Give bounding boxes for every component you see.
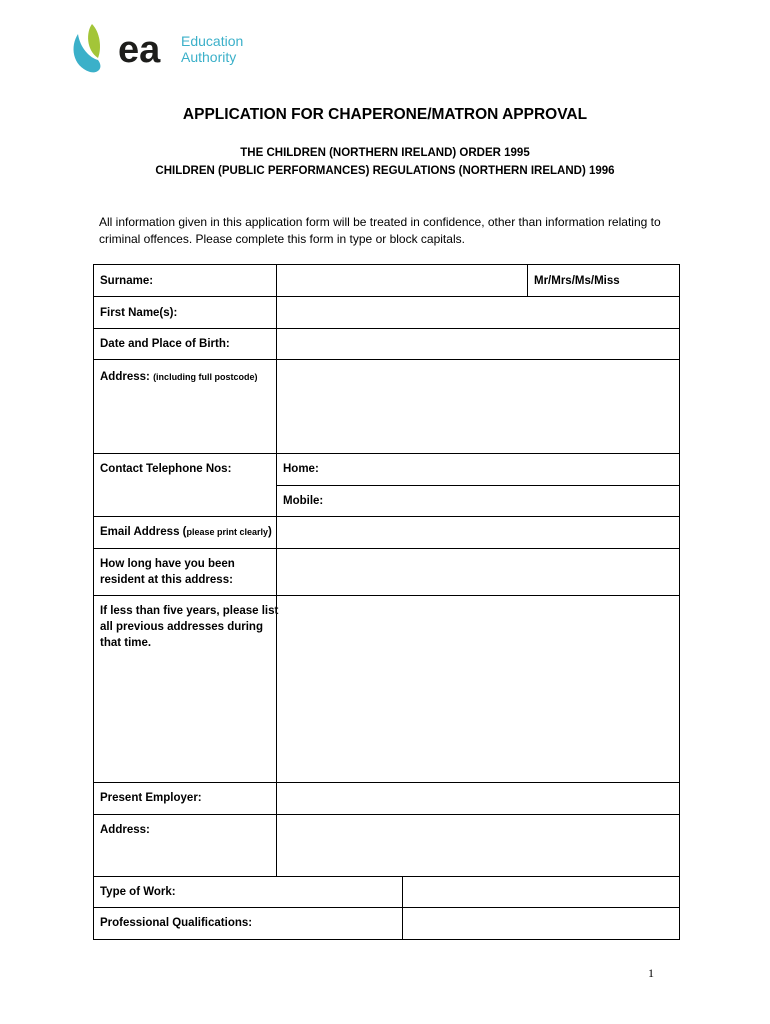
prev-addresses-label <box>100 603 278 651</box>
home-phone-cell[interactable] <box>276 453 680 486</box>
subtitle-regulations: CHILDREN (PUBLIC PERFORMANCES) REGULATIONS (NORTHERN IRELAND) 1996 <box>155 165 615 177</box>
resident-label <box>100 556 235 588</box>
logo-leaf-green <box>88 24 100 58</box>
employer-input-cell[interactable] <box>276 782 680 815</box>
work-type-label: Type of Work: <box>100 886 176 898</box>
prev-line1: If less than five years, please list <box>100 605 279 617</box>
mobile-phone-cell[interactable] <box>276 485 680 517</box>
dob-input-cell[interactable] <box>276 328 680 360</box>
first-names-input-cell[interactable] <box>276 296 680 329</box>
work-type-input-cell[interactable] <box>402 876 680 908</box>
email-note: please print clearly <box>186 527 269 537</box>
email-input-cell[interactable] <box>276 516 680 549</box>
prev-addresses-input-cell[interactable] <box>276 595 680 783</box>
logo-text-line2: Authority <box>181 49 237 65</box>
phone-label: Contact Telephone Nos: <box>100 463 232 475</box>
page-number: 1 <box>648 966 654 980</box>
logo-text <box>181 33 243 65</box>
home-label: Home: <box>283 463 319 475</box>
surname-label: Surname: <box>100 275 154 287</box>
svg-text:ea: ea <box>118 29 161 71</box>
email-label <box>100 524 272 540</box>
qualifications-label: Professional Qualifications: <box>100 917 253 929</box>
address-label-text: Address: <box>100 371 150 383</box>
qualifications-input-cell[interactable] <box>402 907 680 940</box>
intro-paragraph: All information given in this application form will be treated in confidence, other than information relating to criminal offences. Please complete this form in type or block capitals. <box>99 215 661 246</box>
prev-line3: that time. <box>100 637 152 649</box>
logo-text-line1: Education <box>181 33 244 49</box>
mobile-label: Mobile: <box>283 495 324 507</box>
employer-label: Present Employer: <box>100 792 202 804</box>
page-title: APPLICATION FOR CHAPERONE/MATRON APPROVAL <box>182 106 588 123</box>
address-note: (including full postcode) <box>153 372 258 382</box>
resident-line2: resident at this address: <box>100 574 233 586</box>
emp-address-label: Address: <box>100 824 150 836</box>
subtitle-order: THE CHILDREN (NORTHERN IRELAND) ORDER 1995 <box>240 147 530 159</box>
prev-line2: all previous addresses during <box>100 621 263 633</box>
address-input-cell[interactable] <box>276 359 680 454</box>
emp-address-input-cell[interactable] <box>276 814 680 877</box>
dob-label: Date and Place of Birth: <box>100 338 230 350</box>
email-label-text: Email Address ( <box>100 526 187 538</box>
email-close: ) <box>268 526 272 538</box>
title-options-label: Mr/Mrs/Ms/Miss <box>534 275 620 287</box>
first-names-label: First Name(s): <box>100 307 178 319</box>
resident-line1: How long have you been <box>100 558 235 570</box>
resident-input-cell[interactable] <box>276 548 680 596</box>
surname-input-cell[interactable] <box>276 264 528 297</box>
address-label <box>100 369 258 385</box>
